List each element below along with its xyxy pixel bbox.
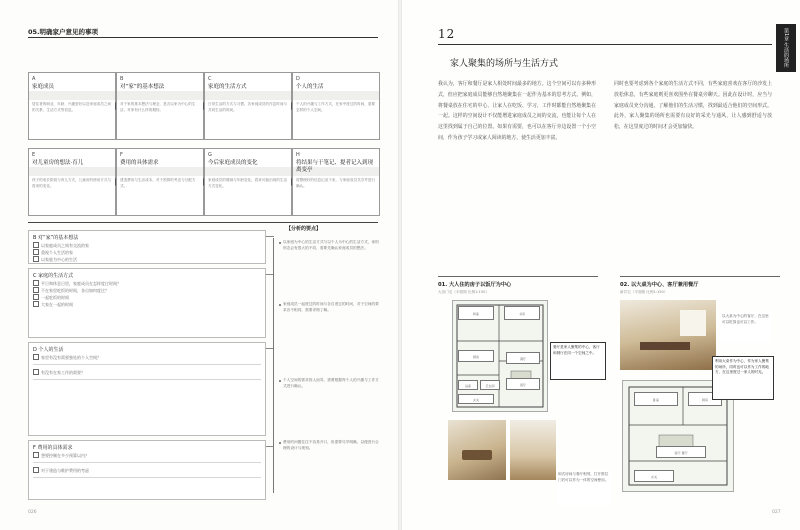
card-band [117,91,203,100]
card-g [204,148,292,216]
checkbox-icon[interactable] [33,249,39,255]
answer-line [33,462,261,463]
checkbox-icon[interactable] [33,354,39,360]
fig1-photo-dining [448,420,506,480]
card-body: 对于家的基本想法与理念，是否以家为中心的生活，对家有什么样的期待。 [120,102,196,112]
worksheet-line [33,287,109,294]
right-folio: 027 [772,510,781,515]
card-letter: E [32,152,36,158]
room-label: 客厅·餐厅 [656,446,706,458]
card-title: 个人的生活 [296,84,324,90]
worksheet-title: C 家庭的生活方式 [33,273,74,279]
fig2-callout1: 以大桌为中心的客厅，在这里可以吃饭也可以工作。 [720,312,772,342]
answer-line [33,364,261,365]
worksheet-line [33,256,77,263]
worksheet-section [28,440,266,500]
card-body: 家庭成员的增减与年龄变化，将来可能出现的生活方式变化。 [208,178,288,188]
card-body: 将整理好的信息记录下来，与家庭成员共享并进行确认。 [296,178,376,188]
worksheet-line [33,301,73,308]
worksheet-line-text: 有没有在家工作的需要？ [41,370,85,375]
card-title: 家庭的生活方式 [208,84,247,90]
analysis-note: 个人空间的需求因人而异，需要根据每个人的兴趣与工作方式进行确认。 [283,378,379,388]
worksheet-line [33,294,69,301]
worksheet-rule [28,222,378,223]
chapter-number: 12 [438,27,456,41]
card-body: 个人的兴趣与工作方式，在家中度过的时间，需要怎样的个人空间。 [296,102,376,112]
worksheet-line-text: 重视个人生活的家 [41,250,73,255]
analysis-note: 以家庭为中心的生活方式与以个人为中心的生活方式，家的形态会有很大的不同，需要先确认家庭成员的想法。 [283,240,379,250]
fig1-subtitle: 大田门宅（平面图 比例1:150） [438,290,490,294]
fig1-callout: 餐厅是家人聚集的中心，客厅和餐厅在同一个空间之中。 [550,342,606,380]
card-title: 对儿童房的想法·育儿 [32,160,84,166]
card-d [292,72,380,140]
connector-line [266,236,274,237]
card-body: 建造费用与生活成本，对于预算的考虑与分配方式。 [120,178,196,188]
room-label: 卫生间 [480,380,500,390]
fig2-caption: 02. 以大桌为中心、客厅兼用餐厅 [620,282,699,288]
worksheet-line-text: 不在家里吃饭的时间，各自如何度过？ [41,288,109,293]
fig2-subtitle: 新井宅（平面图 比例1:150） [620,290,668,294]
worksheet-title: D 个人的生活 [33,347,64,353]
card-e [28,148,116,216]
worksheet-line-text: 以家庭成员之间有交流的家 [41,243,89,248]
analysis-note: 费用的问题往往不容易开口，但需要尽早明确，以便进行合理的设计与规划。 [283,440,379,450]
checkbox-icon[interactable] [33,369,39,375]
worksheet-title: B 对“家”的基本想法 [33,235,79,241]
analysis-note: 家庭成员一起度过的时间与各自度过的时间，对于空间的要求各不相同，需要详细了解。 [283,302,379,312]
section-header: 05.明确家户意见的事项 [28,28,99,36]
analysis-line [273,238,274,493]
worksheet-line-text: 一起吃饭的时间 [41,295,69,300]
room-label: 卧室 [634,392,678,406]
worksheet-line [33,467,89,474]
card-b [116,72,204,140]
room-label: 书房 [504,306,540,320]
worksheet-title: F 费用的具体需求 [33,445,73,451]
worksheet-line [33,452,89,459]
card-body: 居住者的职业、年龄、兴趣爱好以及家庭成员之间的关系、生活方式等信息。 [32,102,112,112]
left-page [0,0,398,530]
room-label: 餐厅 [506,352,540,364]
card-band [29,91,115,100]
worksheet-line-text: 以家庭为中心的生活 [41,257,77,262]
checkbox-icon[interactable] [33,280,39,286]
chapter-title: 家人聚集的场所与生活方式 [450,59,559,69]
card-a [28,72,116,140]
worksheet-line [33,242,89,249]
worksheet-line [33,354,101,361]
card-c [204,72,292,140]
card-h [292,148,380,216]
worksheet-line [33,369,85,376]
room-label: 和室 [458,306,494,320]
side-tab: 第1章 生活的场所 [776,24,796,72]
checkbox-icon[interactable] [33,294,39,300]
card-f [116,148,204,216]
worksheet-section [28,268,266,338]
fig2-photo-living [620,300,716,370]
room-label: 浴室 [458,380,478,390]
room-label: 玄关 [458,394,494,404]
checkbox-icon[interactable] [33,467,39,473]
left-folio: 026 [28,510,37,515]
worksheet-line-text: 想要控制在多少预算以内？ [41,453,89,458]
fig1-rule [438,276,598,277]
card-title: 今后家庭成员的变化 [208,160,258,166]
chapter-rule [438,44,772,45]
answer-line [33,477,261,478]
worksheet-line [33,249,73,256]
room-label: 厨房 [688,392,722,406]
card-letter: A [32,76,36,82]
fig1-note: 和式房间与餐厅相邻，打开推拉门后可以作为一体的空间使用。 [556,470,612,506]
card-band [205,167,291,176]
paragraph-col1: 我认为，客厅和餐厅是家人相处时间最多的地方。这个空间可以有多种形式，但应把家庭成员能够自然地聚集在一起作为基本的思考方式。例如，将餐桌放在住宅的中心，让家人在吃饭、学习、工作时都能自然地聚集在一起。这样的空间设计不仅能增进家庭成员之间的交流，也能让每个人在这里找到属于自己的位置。如果有需要，也可以在客厅旁边设置一个小空间，作为孩子学习或家人阅读的地方，使生活更加丰富。 [438,81,596,141]
room-label: 厨房 [458,350,494,362]
card-letter: B [120,76,124,82]
worksheet-line-text: 对于建造与维护费用的考虑 [41,468,89,473]
card-title: 费用的具体需求 [120,160,159,166]
fig1-photo-washitsu [510,420,556,480]
worksheet-line-text: 大家在一起的时间 [41,302,73,307]
card-body: 孩子的成长阶段与育儿方式，儿童房的使用方式与将来的变化。 [32,178,112,188]
fig2-rule [620,276,780,277]
card-band [29,167,115,176]
card-body: 日常生活的方式与习惯，各家庭成员的作息时间与共同生活的时间。 [208,102,288,112]
card-title: 将结果与于笔记、提者记入到现离变亭 [296,160,374,173]
card-letter: D [296,76,300,82]
right-page [402,0,800,530]
room-label: 玄关 [634,470,674,482]
checkbox-icon[interactable] [33,301,39,307]
answer-line [33,379,261,380]
fig1-caption: 01. 大人住的房子以饭厅为中心 [438,282,512,288]
header-rule [28,37,378,38]
worksheet-line [33,280,121,287]
worksheet-line-text: 家里有没有需要独处的个人空间？ [41,355,101,360]
card-letter: C [208,76,212,82]
room-label: 客厅 [506,378,540,390]
paragraph-col2: 同时也要考虑到各个家庭的生活方式不同，有些家庭喜欢在客厅的沙发上放松休息，有些家庭则更喜欢围坐在餐桌旁聊天。因此在设计时，应当与家庭成员充分沟通，了解他们的生活习惯，找到最适合他们的空间形式。此外，家人聚集的场所也需要有良好的采光与通风，让人感到舒适与放松，在这里度过的时间才会更加愉快。 [614,81,772,131]
checkbox-icon[interactable] [33,256,39,262]
card-band [117,167,203,176]
card-title: 家庭成员 [32,84,55,90]
card-band [293,91,379,100]
analysis-title: 【分析的要点】 [286,226,322,232]
card-letter: H [296,152,300,158]
checkbox-icon[interactable] [33,242,39,248]
card-letter: F [120,152,123,158]
checkbox-icon[interactable] [33,452,39,458]
fig2-callout2: 利用大桌作为中心，作为家人聚集的场所，同时也可以作为工作的地方，在这里度过一家人的时光。 [712,356,774,400]
card-band [205,91,291,100]
worksheet-line-text: 平日和休息日里，家庭成员在怎样度过时间？ [41,281,121,286]
checkbox-icon[interactable] [33,287,39,293]
card-letter: G [208,152,212,158]
card-title: 对“家”的基本想法 [120,84,165,90]
worksheet-section [28,230,266,264]
worksheet-section [28,342,266,436]
